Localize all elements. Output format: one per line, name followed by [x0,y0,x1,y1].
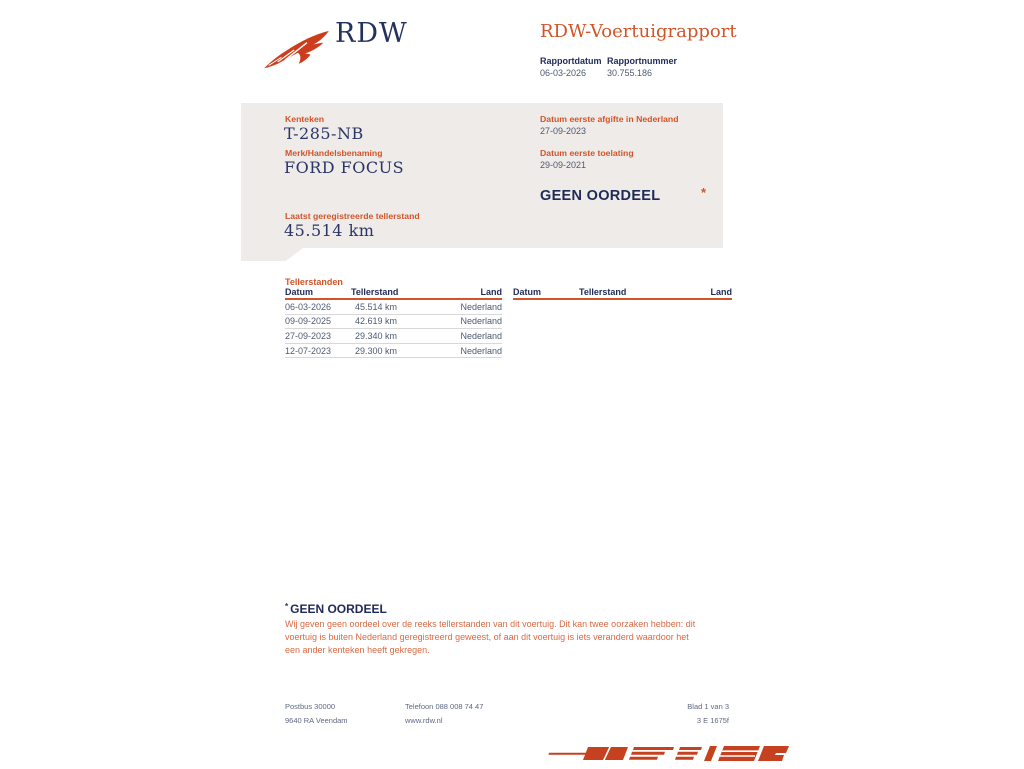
rapportnummer-label: Rapportnummer [607,56,678,66]
rdw-feather-logo-icon [261,29,331,71]
cell-land: Nederland [460,316,502,327]
cell-tellerstand: 42.619 km [355,316,398,327]
table-header-row [285,289,502,300]
cell-datum: 12-07-2023 [285,345,332,356]
eerste-toelating-label: Datum eerste toelating [540,148,634,158]
kenteken-value: T-285-NB [284,124,364,143]
col-header-tellerstand: Tellerstand [579,287,627,297]
cell-land: Nederland [460,345,502,356]
vehicle-summary-panel [241,103,723,248]
footer-address-line2: 9640 RA Veendam [285,716,348,725]
footnote-marker: * [285,602,289,611]
table-row [285,300,502,315]
footnote-title: GEEN OORDEEL [290,602,387,616]
merk-label: Merk/Handelsbenaming [285,148,383,158]
laatste-tellerstand-value: 45.514 km [284,221,375,240]
table-row [285,329,502,344]
cell-datum: 27-09-2023 [285,330,332,341]
document-title: RDW-Voertuigrapport [540,21,737,42]
cell-land: Nederland [460,330,502,341]
footnote-heading [285,602,387,616]
merk-value: FORD FOCUS [284,158,405,177]
tellerstanden-section-title: Tellerstanden [285,277,343,287]
cell-tellerstand: 29.340 km [355,330,398,341]
cell-tellerstand: 29.300 km [355,345,398,356]
col-header-datum: Datum [513,287,542,297]
tellerstanden-table-right [513,289,732,300]
footer-address-line1: Postbus 30000 [285,702,336,711]
col-header-land: Land [480,287,502,297]
footer-form-code: 3 E 1675f [696,716,729,725]
col-header-datum: Datum [285,287,314,297]
kenteken-label: Kenteken [285,114,325,124]
rapportdatum-label: Rapportdatum [540,56,602,66]
rdw-speed-stripes-graphic [548,744,790,764]
footer-website: www.rdw.nl [405,716,443,725]
rapportnummer-value: 30.755.186 [607,68,653,78]
footer-phone: Telefoon 088 008 74 47 [405,702,484,711]
rapportdatum-value: 06-03-2026 [540,68,587,78]
panel-speech-tail [241,248,303,261]
footnote-body: Wij geven geen oordeel over de reeks tellerstanden van dit voertuig. Dit kan twee oorzaken hebben: dit voertuig is buiten Nederland geregistreerd geweest, of aan dit voertuig is iets veranderd waardoor het een ander kenteken heeft gekregen. [285,619,696,655]
oordeel-value: GEEN OORDEEL [540,188,661,204]
table-row [285,344,502,359]
eerste-afgifte-label: Datum eerste afgifte in Nederland [540,114,679,124]
eerste-toelating-value: 29-09-2021 [540,160,587,170]
oordeel-footnote-marker: * [701,185,707,200]
laatste-tellerstand-label: Laatst geregistreerde tellerstand [285,211,420,221]
cell-datum: 09-09-2025 [285,316,332,327]
cell-land: Nederland [460,301,502,312]
rdw-logo-wordmark: RDW [335,18,408,49]
cell-tellerstand: 45.514 km [355,301,398,312]
table-header-row [513,289,732,300]
col-header-land: Land [710,287,732,297]
cell-datum: 06-03-2026 [285,301,332,312]
table-row [285,315,502,330]
tellerstanden-table-left [285,289,502,358]
eerste-afgifte-value: 27-09-2023 [540,126,587,136]
col-header-tellerstand: Tellerstand [351,287,399,297]
footer-page-number: Blad 1 van 3 [687,702,729,711]
